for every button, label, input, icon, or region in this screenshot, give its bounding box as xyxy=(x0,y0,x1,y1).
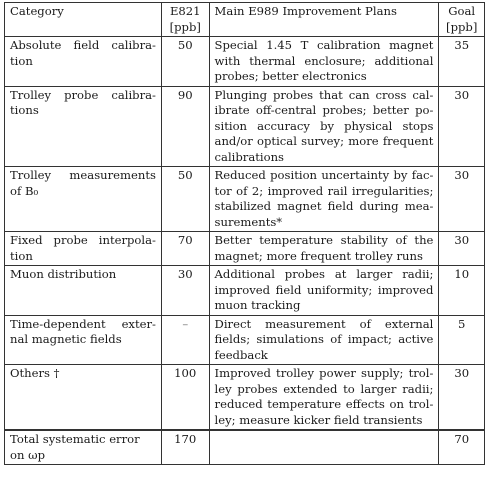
table-row xyxy=(5,266,485,316)
row-category: Time-dependent exter-nal magnetic fields xyxy=(5,315,162,365)
header-goal-label: Goal xyxy=(448,4,476,18)
row-category: Others † xyxy=(5,365,162,431)
systematic-error-table xyxy=(4,2,485,465)
cropped-footnote-line xyxy=(4,467,485,481)
header-goal xyxy=(439,3,485,37)
row-plans: Reduced position uncertainty by fac-tor of 2; improved rail irregularities; stabilized magnet field during mea-surements* xyxy=(209,167,439,232)
row-plans: Plunging probes that can cross cal-ibrate off-central probes; better po-sition accuracy by physical stops and/or optical survey; more frequent calibrations xyxy=(209,86,439,167)
header-e821-label: E821 xyxy=(169,4,201,18)
header-e821-unit: [ppb] xyxy=(169,19,201,34)
row-category: Trolley measurements of B₀ xyxy=(5,167,162,232)
row-goal-value: 30 xyxy=(439,86,485,167)
row-plans: Improved trolley power supply; trol-ley probes extended to larger radii; reduced temperature effects on trol-ley; measure kicker field transients xyxy=(209,365,439,431)
row-goal-value: 30 xyxy=(439,232,485,266)
row-e821-value: 50 xyxy=(161,37,209,87)
row-e821-value: 90 xyxy=(161,86,209,167)
total-e821-value: 170 xyxy=(161,430,209,465)
table-row xyxy=(5,315,485,365)
table-row xyxy=(5,365,485,431)
row-plans: Special 1.45 T calibration magnet with thermal enclosure; additional probes; better electronics xyxy=(209,37,439,87)
table-header-row xyxy=(5,3,485,37)
row-e821-value: 100 xyxy=(161,365,209,431)
row-goal-value: 5 xyxy=(439,315,485,365)
header-category-label: Category xyxy=(10,4,64,18)
table-row xyxy=(5,167,485,232)
row-category: Trolley probe calibra-tions xyxy=(5,86,162,167)
row-plans: Direct measurement of external fields; simulations of impact; active feedback xyxy=(209,315,439,365)
row-e821-value: 50 xyxy=(161,167,209,232)
total-goal-value: 70 xyxy=(439,430,485,465)
row-category: Muon distribution xyxy=(5,266,162,316)
table-row xyxy=(5,86,485,167)
header-goal-unit: [ppb] xyxy=(446,19,478,34)
total-plans xyxy=(209,430,439,465)
row-e821-value: – xyxy=(161,315,209,365)
row-goal-value: 30 xyxy=(439,365,485,431)
document-page xyxy=(4,2,485,465)
row-category: Fixed probe interpola-tion xyxy=(5,232,162,266)
header-e821 xyxy=(161,3,209,37)
total-row xyxy=(5,430,485,465)
header-plans xyxy=(209,3,439,37)
row-goal-value: 30 xyxy=(439,167,485,232)
header-plans-label: Main E989 Improvement Plans xyxy=(214,4,397,18)
row-goal-value: 10 xyxy=(439,266,485,316)
row-goal-value: 35 xyxy=(439,37,485,87)
table-row xyxy=(5,232,485,266)
row-e821-value: 70 xyxy=(161,232,209,266)
row-plans: Additional probes at larger radii; improved field uniformity; improved muon tracking xyxy=(209,266,439,316)
row-plans: Better temperature stability of the magnet; more frequent trolley runs xyxy=(209,232,439,266)
row-e821-value: 30 xyxy=(161,266,209,316)
header-category xyxy=(5,3,162,37)
total-label: Total systematic error on ωp xyxy=(5,430,162,465)
row-category: Absolute field calibra-tion xyxy=(5,37,162,87)
table-row xyxy=(5,37,485,87)
